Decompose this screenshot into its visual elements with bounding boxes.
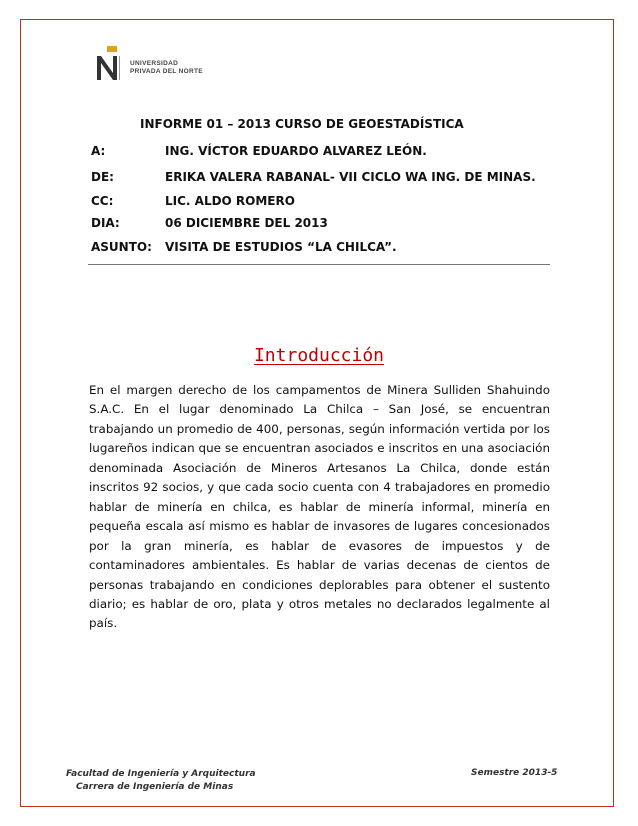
header-label: CC: [91,194,114,208]
logo-line-1: UNIVERSIDAD [130,60,179,67]
logo-wordmark [130,60,203,75]
header-value: VISITA DE ESTUDIOS “LA CHILCA”. [165,240,397,254]
header-value: ING. VÍCTOR EDUARDO ALVAREZ LEÓN. [165,144,427,158]
report-title: INFORME 01 – 2013 CURSO DE GEOESTADÍSTICA [140,117,464,131]
header-value: LIC. ALDO ROMERO [165,194,295,208]
header-value: 06 DICIEMBRE DEL 2013 [165,216,328,230]
header-label: A: [91,144,106,158]
header-divider [88,264,550,265]
header-value: ERIKA VALERA RABANAL- VII CICLO WA ING. DE MINAS. [165,170,536,184]
header-label: DE: [91,170,114,184]
footer-left [66,768,256,794]
header-label: DIA: [91,216,120,230]
footer-semester: Semestre 2013-5 [471,768,558,778]
logo-line-2: PRIVADA DEL NORTE [130,67,203,75]
footer-faculty: Facultad de Ingeniería y Arquitectura [66,769,256,779]
body-paragraph: En el margen derecho de los campamentos de Minera Sulliden Shahuindo S.A.C. En el lugar denominado La Chilca – San José, se encuentran trabajando un promedio de 400, personas, según información vertida por los lugareños indican que se encuentran asociados e inscritos en una asociación denominada Asociación de Mineros Artesanos La Chilca, donde están inscritos 92 socios, y que cada socio cuenta con 4 trabajadores en promedio hablar de minería en chilca, es hablar de minería informal, minería en pequeña escala así mismo es hablar de invasores de lugares concesionados por la gran minería, es hablar de evasores de impuestos y de contaminadores ambientales. Es hablar de varias decenas de cientos de personas trabajando en condiciones deplorables para obtener el sustento diario; es hablar de oro, plata y otros metales no declarados legalmente al país. [89,383,550,631]
upn-logo-icon [95,46,127,82]
section-title-text: Introducción [253,345,385,366]
footer-career: Carrera de Ingeniería de Minas [76,782,234,792]
university-logo [95,46,255,82]
section-title [0,345,638,366]
header-label: ASUNTO: [91,240,152,254]
